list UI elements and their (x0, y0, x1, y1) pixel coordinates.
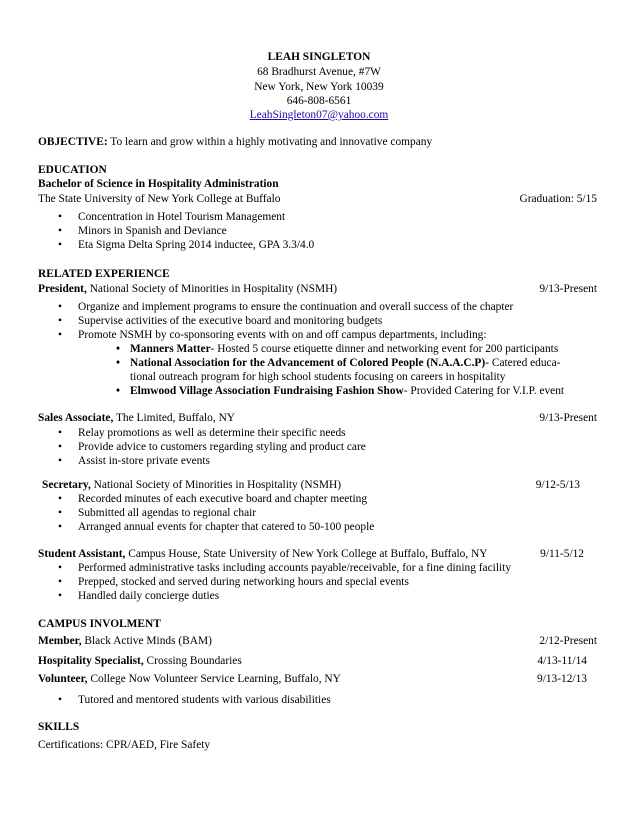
campus-item: Volunteer, College Now Volunteer Service Learning, Buffalo, NY (38, 673, 341, 685)
list-item: • Relay promotions as well as determine their specific needs (58, 427, 346, 439)
email-link[interactable]: LeahSingleton07@yahoo.com (249, 109, 389, 121)
list-item: • Minors in Spanish and Deviance (58, 225, 227, 237)
job-dates: 9/11-5/12 (540, 548, 584, 560)
list-item: • Organize and implement programs to ensure the continuation and overall success of the chapter (58, 301, 514, 313)
job-title-line: President, National Society of Minorities in Hospitality (NSMH) (38, 283, 338, 295)
sub-list-item-continuation: tional outreach program for high school students focusing on careers in hospitality (130, 371, 506, 383)
address-line-2: New York, New York 10039 (254, 81, 384, 93)
job-title-line: Secretary, National Society of Minorities in Hospitality (NSMH) (42, 479, 342, 491)
education-heading: EDUCATION (38, 164, 107, 176)
skills-text: Certifications: CPR/AED, Fire Safety (38, 739, 211, 751)
sub-list-item: • Manners Matter- Hosted 5 course etiquette dinner and networking event for 200 participants (116, 343, 559, 355)
list-item: • Concentration in Hotel Tourism Management (58, 211, 286, 223)
campus-dates: 9/13-12/13 (537, 673, 587, 685)
phone-number: 646-808-6561 (286, 95, 352, 107)
address-line-1: 68 Bradhurst Avenue, #7W (257, 66, 381, 78)
campus-dates: 4/13-11/14 (537, 655, 587, 667)
campus-item: Hospitality Specialist, Crossing Boundaries (38, 655, 242, 667)
list-item: • Promote NSMH by co-sponsoring events with on and off campus departments, including: (58, 329, 487, 341)
job-dates: 9/12-5/13 (535, 479, 580, 491)
graduation-date: Graduation: 5/15 (519, 193, 597, 205)
objective-line (38, 136, 432, 150)
objective-text: To learn and grow within a highly motivating and innovative company (110, 136, 433, 148)
job-dates: 9/13-Present (539, 283, 597, 295)
job-title-line: Student Assistant, Campus House, State University of New York College at Buffalo, Buffalo, NY (38, 548, 488, 560)
campus-dates: 2/12-Present (539, 635, 597, 647)
list-item: • Handled daily concierge duties (58, 590, 220, 602)
job-dates: 9/13-Present (539, 412, 597, 424)
list-item: • Submitted all agendas to regional chair (58, 507, 257, 519)
campus-item: Member, Black Active Minds (BAM) (38, 635, 212, 647)
experience-heading: RELATED EXPERIENCE (38, 268, 170, 280)
sub-list-item: • Elmwood Village Association Fundraising Fashion Show- Provided Catering for V.I.P. event (116, 385, 565, 397)
list-item: • Eta Sigma Delta Spring 2014 inductee, GPA 3.3/4.0 (58, 239, 315, 251)
skills-heading: SKILLS (38, 721, 80, 733)
objective-label: OBJECTIVE: (38, 136, 108, 148)
list-item: • Arranged annual events for chapter that catered to 50-100 people (58, 521, 375, 533)
job-title-line: Sales Associate, The Limited, Buffalo, NY (38, 412, 236, 424)
resume-name: LEAH SINGLETON (267, 51, 371, 63)
list-item: • Provide advice to customers regarding styling and product care (58, 441, 366, 453)
list-item: • Supervise activities of the executive board and monitoring budgets (58, 315, 383, 327)
school-name: The State University of New York College at Buffalo (38, 193, 281, 205)
list-item: • Tutored and mentored students with various disabilities (58, 694, 331, 706)
degree-title: Bachelor of Science in Hospitality Administration (38, 178, 279, 190)
list-item: • Prepped, stocked and served during networking hours and special events (58, 576, 409, 588)
list-item: • Performed administrative tasks including accounts payable/receivable, for a fine dining facility (58, 562, 512, 574)
list-item: • Recorded minutes of each executive board and chapter meeting (58, 493, 368, 505)
campus-heading: CAMPUS INVOLMENT (38, 618, 161, 630)
sub-list-item: • National Association for the Advancement of Colored People (N.A.A.C.P)- Catered educa- (116, 357, 561, 369)
list-item: • Assist in-store private events (58, 455, 210, 467)
